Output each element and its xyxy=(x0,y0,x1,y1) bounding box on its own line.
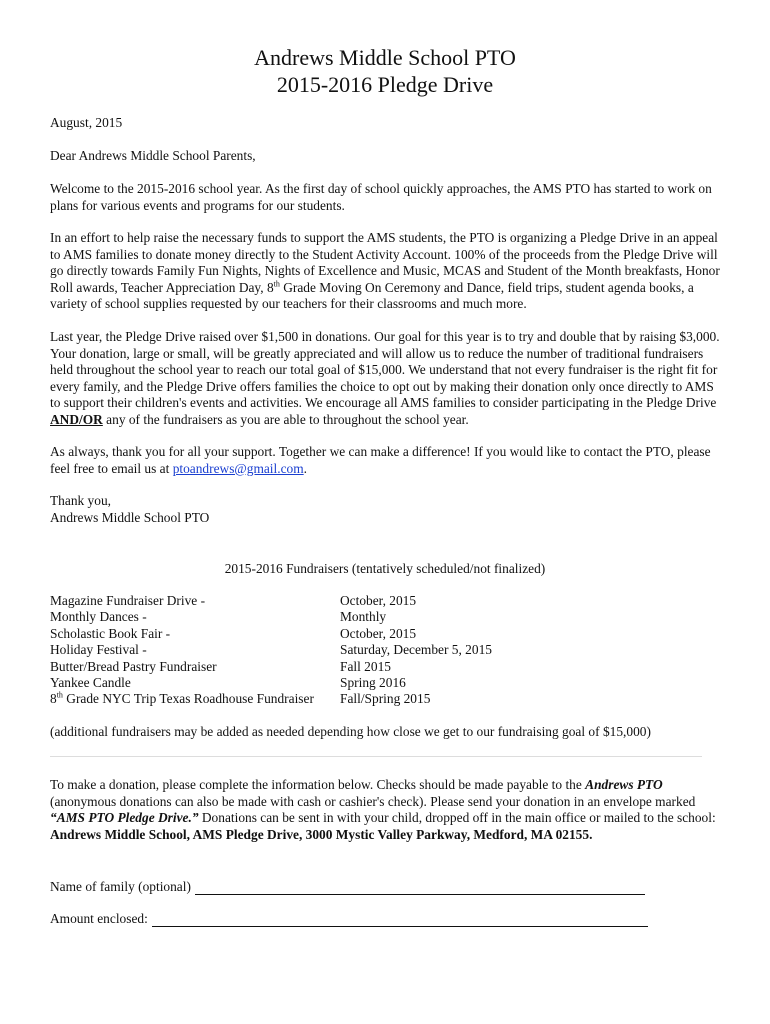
table-row xyxy=(50,642,492,658)
amount-field[interactable] xyxy=(50,911,648,927)
donation-text-3: Donations can be sent in with your child, dropped off in the main office or mailed to the school: xyxy=(198,810,716,826)
para3-text: Last year, the Pledge Drive raised over $1,500 in donations. Our goal for this year is to try and double that by raising $3,000. Your donation, large or small, will be greatly appreciated and will allow us to reduce the number of traditional fundraisers held throughout the school year to reach our total goal of $15,000. We understand that not every fundraiser is the right fit for every family, and the Pledge Drive offers families the choice to opt out by making their donation only once directly to AMS to support their children's events and activities. We encourage all AMS families to consider participating in the Pledge Drive xyxy=(50,329,720,411)
fundraiser-name: Monthly Dances - xyxy=(50,609,147,625)
fundraiser-name: Scholastic Book Fair - xyxy=(50,625,171,641)
salutation: Dear Andrews Middle School Parents, xyxy=(50,148,256,163)
fundraiser-name: Yankee Candle xyxy=(50,675,131,691)
table-row xyxy=(50,675,492,691)
para2-text: In an effort to help raise the necessary funds to support the AMS students, the PTO is organizing a Pledge Drive in an appeal to AMS families to donate money directly to the Student Activity Account. 100% of the proceeds from the Pledge Drive will go directly towards Family Fun Nights, Nights of Excellence and Music, MCAS and Student of the Month breakfasts, Honor Roll awards, Teacher Appreciation Day, 8 xyxy=(50,230,720,295)
title-line-2: 2015-2016 Pledge Drive xyxy=(276,72,494,97)
fundraiser-date: Saturday, December 5, 2015 xyxy=(340,642,492,658)
closing: Thank you, xyxy=(50,493,111,508)
envelope-marking: “AMS PTO Pledge Drive.” xyxy=(50,810,199,826)
family-name-blank[interactable] xyxy=(195,881,645,895)
table-row xyxy=(50,691,492,707)
paragraph-pledge-drive xyxy=(50,230,722,313)
mailing-address: Andrews Middle School, AMS Pledge Drive, 3000 Mystic Valley Parkway, Medford, MA 02155. xyxy=(50,826,593,842)
paragraph-goal xyxy=(50,329,722,429)
fundraiser-date: Monthly xyxy=(340,609,387,625)
fundraisers-table xyxy=(50,593,492,708)
signature: Andrews Middle School PTO xyxy=(50,510,210,525)
email-link[interactable]: ptoandrews@gmail.com xyxy=(172,460,304,476)
fundraiser-name-rest: Grade NYC Trip Texas Roadhouse Fundraiser xyxy=(62,691,314,707)
fundraiser-date: Fall/Spring 2015 xyxy=(340,691,431,707)
fundraiser-date: Spring 2016 xyxy=(340,675,406,691)
and-or-emphasis: AND/OR xyxy=(50,411,103,427)
payee: Andrews PTO xyxy=(585,777,663,792)
divider xyxy=(50,756,702,757)
fundraiser-name: Butter/Bread Pastry Fundraiser xyxy=(50,658,217,674)
fundraiser-name-pre: 8 xyxy=(50,691,57,707)
para3-tail: any of the fundraisers as you are able to throughout the school year. xyxy=(102,411,469,427)
para2-tail: Grade Moving On Ceremony and Dance, field trips, student agenda books, a variety of school supplies requested by our teachers for their classrooms and much more. xyxy=(50,279,694,312)
fundraisers-heading: 2015-2016 Fundraisers (tentatively scheduled/not finalized) xyxy=(224,561,546,576)
page-title xyxy=(0,44,770,98)
para4-tail: . xyxy=(303,460,308,476)
family-name-field[interactable] xyxy=(50,879,645,895)
para4-text: As always, thank you for all your support. Together we can make a difference! If you would like to contact the PTO, please feel free to email us at xyxy=(50,444,711,476)
amount-label: Amount enclosed: xyxy=(50,911,148,926)
table-row xyxy=(50,593,492,609)
donation-instructions xyxy=(50,777,722,843)
family-name-label: Name of family (optional) xyxy=(50,879,191,894)
fundraiser-date: October, 2015 xyxy=(340,593,417,608)
letter-date: August, 2015 xyxy=(50,115,123,130)
donation-text-1: To make a donation, please complete the information below. Checks should be made payable to the xyxy=(50,777,586,792)
table-row xyxy=(50,659,492,675)
para2-sup: th xyxy=(273,279,280,289)
title-line-1: Andrews Middle School PTO xyxy=(254,45,516,70)
fundraiser-name-sup: th xyxy=(56,690,63,700)
table-row xyxy=(50,609,492,625)
fundraiser-date: Fall 2015 xyxy=(340,658,391,674)
fundraisers-note: (additional fundraisers may be added as needed depending how close we get to our fundraising goal of $15,000) xyxy=(50,724,651,739)
paragraph-contact xyxy=(50,444,722,477)
fundraiser-name xyxy=(50,691,340,707)
fundraiser-name: Magazine Fundraiser Drive - xyxy=(50,593,206,608)
amount-blank[interactable] xyxy=(152,913,648,927)
table-row xyxy=(50,626,492,642)
donation-text-2: (anonymous donations can also be made with cash or cashier's check). Please send your donation in an envelope marked xyxy=(50,793,696,809)
fundraiser-name: Holiday Festival - xyxy=(50,642,147,658)
paragraph-welcome: Welcome to the 2015-2016 school year. As the first day of school quickly approaches, the AMS PTO has started to work on plans for various events and programs for our students. xyxy=(50,181,712,213)
fundraiser-date: October, 2015 xyxy=(340,625,417,641)
